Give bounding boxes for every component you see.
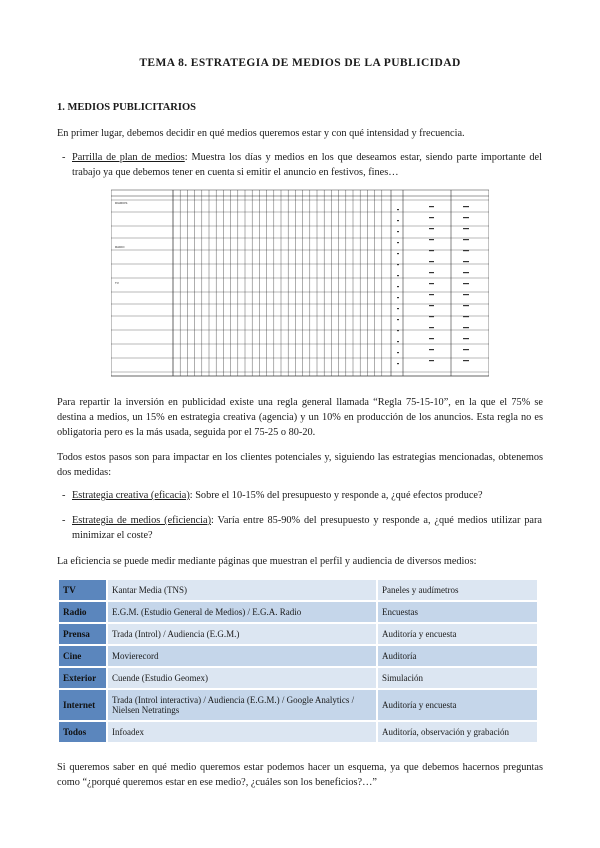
source-cell: Cuende (Estudio Geomex) (108, 668, 376, 688)
table-row (59, 580, 537, 600)
media-type-cell: TV (59, 580, 106, 600)
final-paragraph: Si queremos saber en qué medio queremos estar podemos hacer un esquema, ya que debemos hacernos preguntas como “¿porqué queremos estar en ese medio?, ¿cuáles son los beneficios?…” (57, 762, 543, 788)
method-cell: Auditoría y encuesta (378, 624, 537, 644)
media-type-cell: Cine (59, 646, 106, 666)
bullet-text: : Muestra los días y medios en los que deseamos estar, siendo parte importante del trabajo ya que debemos tener en cuenta si emitir el anuncio en festivos, fines… (72, 152, 542, 178)
media-audience-table (57, 578, 539, 744)
media-type-cell: Exterior (59, 668, 106, 688)
source-cell: Trada (Introl interactiva) / Audiencia (E.G.M.) / Google Analytics / Nielsen Netratings (108, 690, 376, 720)
media-plan-grid-image (111, 186, 489, 380)
media-type-cell: Prensa (59, 624, 106, 644)
bullet-text: : Varía entre 85-90% del presupuesto y responde a, ¿qué medios utilizar para minimizar el coste? (72, 515, 542, 541)
media-type-cell: Internet (59, 690, 106, 720)
method-cell: Encuestas (378, 602, 537, 622)
pasos-paragraph: Todos estos pasos son para impactar en los clientes potenciales y, siguiendo las estrategias mencionadas, obtenemos dos medidas: (57, 452, 543, 478)
source-cell: Kantar Media (TNS) (108, 580, 376, 600)
section-heading: 1. MEDIOS PUBLICITARIOS (57, 102, 196, 113)
source-cell: Trada (Introl) / Audiencia (E.G.M.) (108, 624, 376, 644)
bullet-term: Parrilla de plan de medios (72, 152, 185, 163)
bullet-dash: - (62, 152, 66, 163)
source-cell: Movierecord (108, 646, 376, 666)
source-cell: E.G.M. (Estudio General de Medios) / E.G.A. Radio (108, 602, 376, 622)
bullet-term: Estrategia de medios (eficiencia) (72, 515, 212, 526)
table-row (59, 646, 537, 666)
table-row (59, 690, 537, 720)
bullet-medios (62, 513, 542, 543)
plan-row-label: TV (115, 281, 119, 285)
media-type-cell: Todos (59, 722, 106, 742)
bullet-text: : Sobre el 10-15% del presupuesto y responde a, ¿qué efectos produce? (189, 490, 483, 501)
method-cell: Auditoría (378, 646, 537, 666)
intro-paragraph: En primer lugar, debemos decidir en qué medios queremos estar y con qué intensidad y frecuencia. (57, 128, 465, 139)
plan-row-label: DIARIOS (115, 201, 128, 205)
regla-paragraph: Para repartir la inversión en publicidad existe una regla general llamada “Regla 75-15-10”, en la que el 75% se destina a medios, un 15% en estrategia creativa (agencia) y un 10% en producción de los anuncios. Esta regla no es obligatoria pero es la más usada, seguida por el 75-25 o 80-20. (57, 397, 543, 438)
eficiencia-paragraph: La eficiencia se puede medir mediante páginas que muestran el perfil y audiencia de diversos medios: (57, 556, 477, 567)
plan-row-label: RADIO (115, 245, 125, 249)
bullet-dash: - (62, 490, 66, 501)
table-row (59, 602, 537, 622)
page-title: TEMA 8. ESTRATEGIA DE MEDIOS DE LA PUBLICIDAD (139, 57, 461, 69)
table-row (59, 668, 537, 688)
method-cell: Paneles y audímetros (378, 580, 537, 600)
table-row (59, 624, 537, 644)
bullet-creativa (62, 488, 542, 503)
bullet-term: Estrategia creativa (eficacia) (72, 490, 190, 501)
bullet-dash: - (62, 515, 66, 526)
source-cell: Infoadex (108, 722, 376, 742)
media-type-cell: Radio (59, 602, 106, 622)
method-cell: Auditoría y encuesta (378, 690, 537, 720)
method-cell: Auditoría, observación y grabación (378, 722, 537, 742)
method-cell: Simulación (378, 668, 537, 688)
bullet-parrilla (62, 150, 542, 180)
table-row (59, 722, 537, 742)
